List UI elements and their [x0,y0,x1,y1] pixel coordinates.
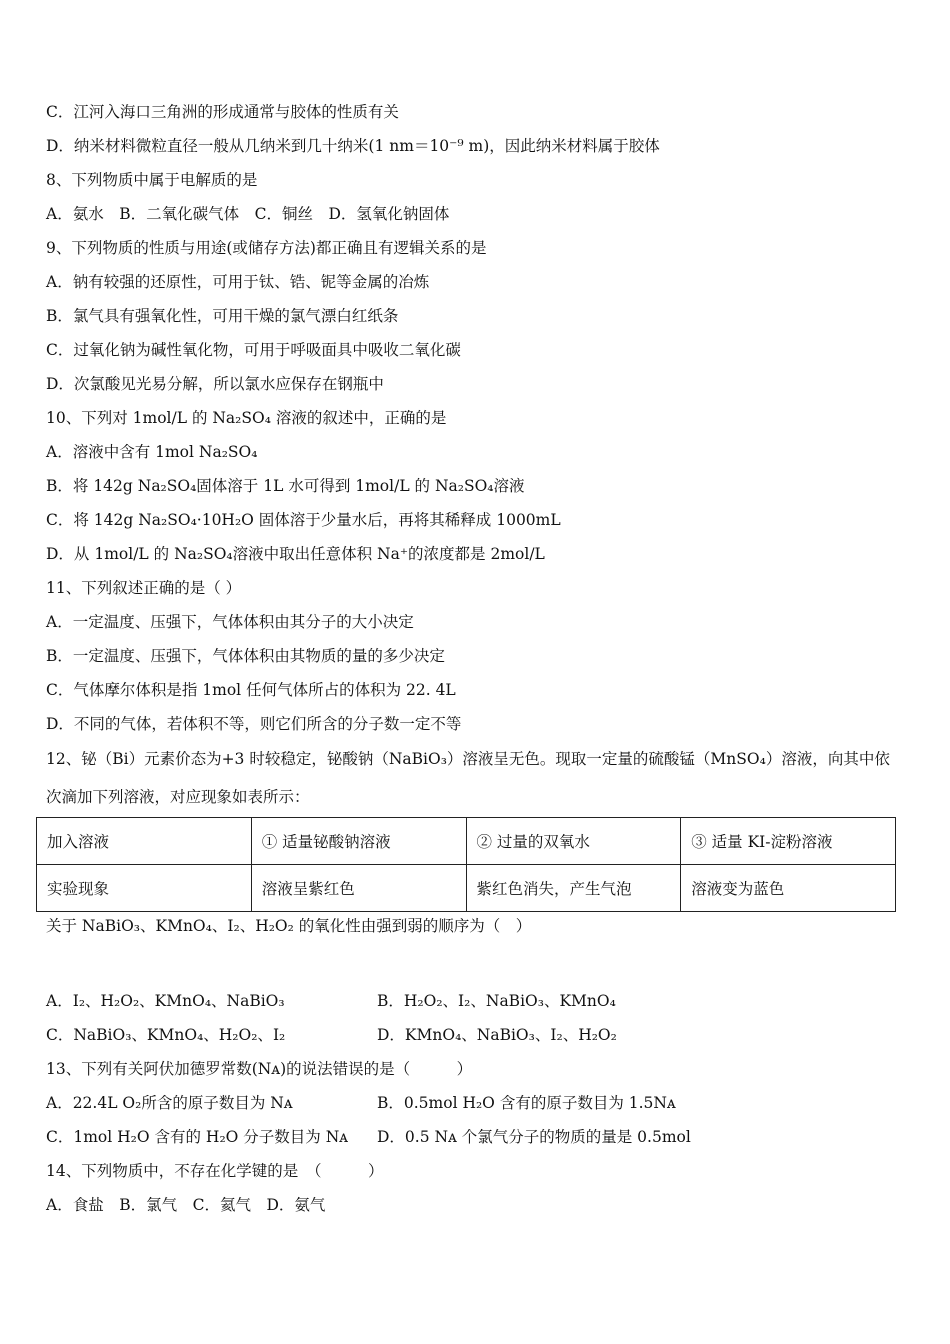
experiment-table [36,817,896,912]
q12-ask: 关于 NaBiO₃、KMnO₄、I₂、H₂O₂ 的氧化性由强到弱的顺序为（ ） [46,917,532,935]
q12-option-d: D．KMnO₄、NaBiO₃、I₂、H₂O₂ [377,1026,617,1044]
table-cell: ③ 适量 KI-淀粉溶液 [681,818,896,865]
table-cell: 加入溶液 [37,818,252,865]
table-cell: ① 适量铋酸钠溶液 [251,818,466,865]
q13-stem: 13、下列有关阿伏加德罗常数(Nᴀ)的说法错误的是（ ） [46,1060,473,1078]
q7-option-d: D．纳米材料微粒直径一般从几纳米到几十纳米(1 nm＝10⁻⁹ m)，因此纳米材料属于胶体 [46,137,660,155]
table-row [37,865,896,912]
q9-option-d: D．次氯酸见光易分解，所以氯水应保存在钢瓶中 [46,375,384,393]
table-cell: 紫红色消失，产生气泡 [466,865,681,912]
table-cell: ② 过量的双氧水 [466,818,681,865]
q11-option-b: B．一定温度、压强下，气体体积由其物质的量的多少决定 [46,647,445,665]
q9-option-c: C．过氧化钠为碱性氧化物，可用于呼吸面具中吸收二氧化碳 [46,341,461,359]
q8-options: A．氨水 B．二氧化碳气体 C．铜丝 D．氢氧化钠固体 [46,205,450,223]
q12-option-a: A．I₂、H₂O₂、KMnO₄、NaBiO₃ [46,992,285,1010]
q12-option-b: B．H₂O₂、I₂、NaBiO₃、KMnO₄ [377,992,616,1010]
q10-option-b: B．将 142g Na₂SO₄固体溶于 1L 水可得到 1mol/L 的 Na₂SO₄溶液 [46,477,525,495]
q13-option-c: C．1mol H₂O 含有的 H₂O 分子数目为 Nᴀ [46,1128,349,1146]
q11-option-c: C．气体摩尔体积是指 1mol 任何气体所占的体积为 22. 4L [46,681,456,699]
q10-option-d: D．从 1mol/L 的 Na₂SO₄溶液中取出任意体积 Na⁺的浓度都是 2mol/L [46,545,545,563]
table-cell: 溶液呈紫红色 [251,865,466,912]
q10-option-a: A．溶液中含有 1mol Na₂SO₄ [46,443,258,461]
q12-stem-line1: 12、铋（Bi）元素价态为+3 时较稳定，铋酸钠（NaBiO₃）溶液呈无色。现取一定量的硫酸锰（MnSO₄）溶液，向其中依 [46,750,890,768]
q14-stem: 14、下列物质中，不存在化学键的是 （ ） [46,1162,384,1180]
q12-option-c: C．NaBiO₃、KMnO₄、H₂O₂、I₂ [46,1026,286,1044]
q13-option-b: B．0.5mol H₂O 含有的原子数目为 1.5Nᴀ [377,1094,676,1112]
q8-stem: 8、下列物质中属于电解质的是 [46,171,258,189]
q11-option-a: A．一定温度、压强下，气体体积由其分子的大小决定 [46,613,414,631]
q13-option-d: D．0.5 Nᴀ 个氯气分子的物质的量是 0.5mol [377,1128,691,1146]
q9-option-a: A．钠有较强的还原性，可用于钛、锆、铌等金属的冶炼 [46,273,430,291]
q11-stem: 11、下列叙述正确的是（ ） [46,579,242,597]
q10-option-c: C．将 142g Na₂SO₄·10H₂O 固体溶于少量水后，再将其稀释成 1000mL [46,511,561,529]
q12-stem-line2: 次滴加下列溶液，对应现象如表所示： [46,788,310,806]
q13-option-a: A．22.4L O₂所含的原子数目为 Nᴀ [46,1094,293,1112]
table-cell: 实验现象 [37,865,252,912]
q9-option-b: B．氯气具有强氧化性，可用干燥的氯气漂白红纸条 [46,307,399,325]
table-cell: 溶液变为蓝色 [681,865,896,912]
table-row [37,818,896,865]
q10-stem: 10、下列对 1mol/L 的 Na₂SO₄ 溶液的叙述中，正确的是 [46,409,447,427]
q11-option-d: D．不同的气体，若体积不等，则它们所含的分子数一定不等 [46,715,462,733]
q14-options: A．食盐 B．氯气 C．氦气 D．氨气 [46,1196,326,1214]
q9-stem: 9、下列物质的性质与用途(或储存方法)都正确且有逻辑关系的是 [46,239,487,257]
q7-option-c: C．江河入海口三角洲的形成通常与胶体的性质有关 [46,103,399,121]
